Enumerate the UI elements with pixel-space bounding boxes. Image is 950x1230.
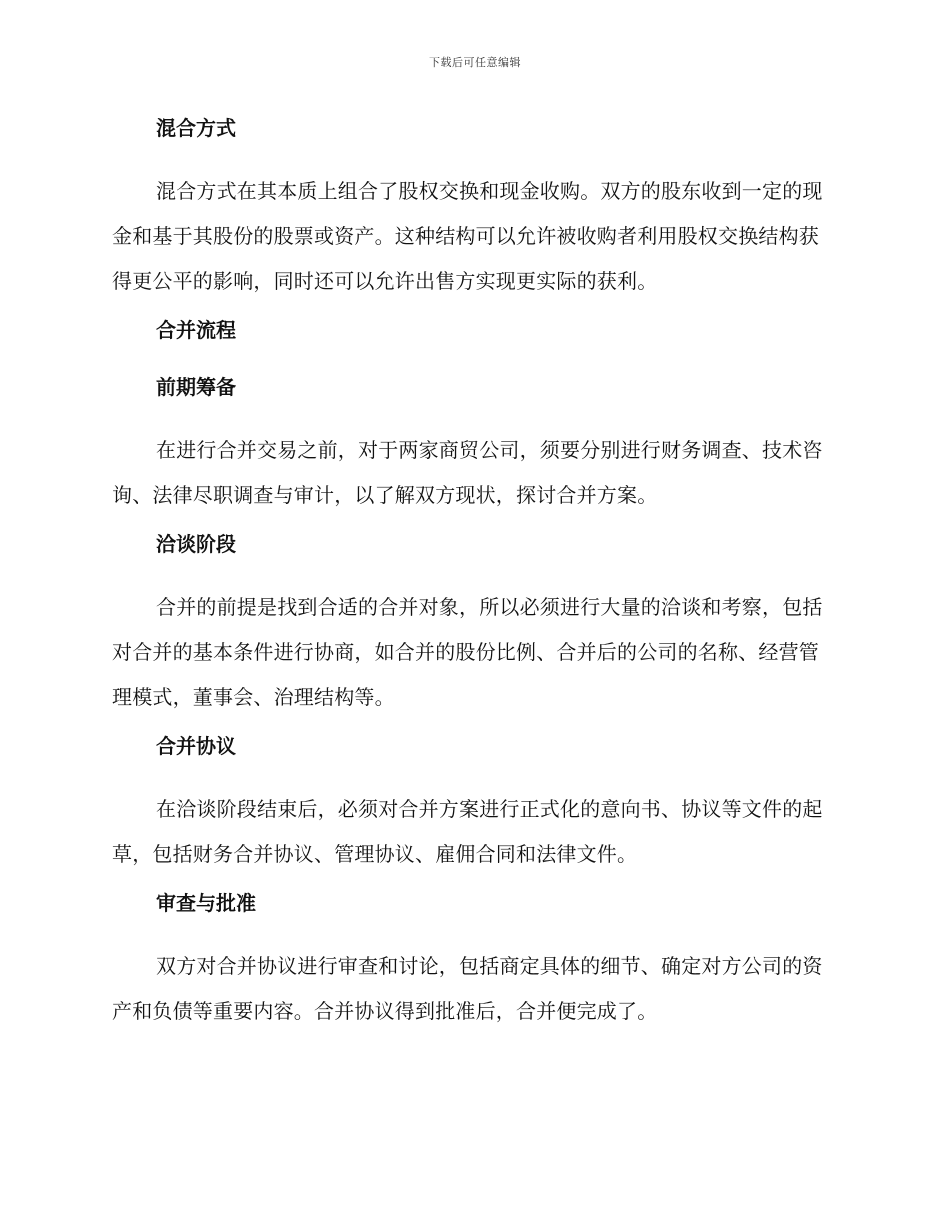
section-paragraph: 合并的前提是找到合适的合并对象，所以必须进行大量的洽谈和考察，包括对合并的基本条件进行协商，如合并的股份比例、合并后的公司的名称、经营管理模式，董事会、治理结构等。 [112, 595, 823, 709]
section-mixed-method [112, 112, 832, 304]
section-heading: 合并协议 [156, 734, 236, 758]
document-body [112, 112, 832, 1044]
section-paragraph: 在进行合并交易之前，对于两家商贸公司，须要分别进行财务调查、技术咨询、法律尽职调查与审计，以了解双方现状，探讨合并方案。 [112, 438, 823, 507]
section-heading: 混合方式 [156, 116, 236, 140]
section-merger-agreement [112, 730, 832, 877]
section-paragraph: 双方对合并协议进行审查和讨论，包括商定具体的细节、确定对方公司的资产和负债等重要内容。合并协议得到批准后，合并便完成了。 [112, 954, 823, 1023]
section-paragraph: 混合方式在其本质上组合了股权交换和现金收购。双方的股东收到一定的现金和基于其股份的股票或资产。这种结构可以允许被收购者利用股权交换结构获得更公平的影响，同时还可以允许出售方实现更实际的获利。 [112, 179, 823, 293]
section-negotiation [112, 528, 832, 720]
section-paragraph: 在洽谈阶段结束后，必须对合并方案进行正式化的意向书、协议等文件的起草，包括财务合并协议、管理协议、雇佣合同和法律文件。 [112, 797, 823, 866]
section-heading: 审查与批准 [156, 891, 256, 915]
section-heading: 洽谈阶段 [156, 532, 236, 556]
section-preparation [112, 371, 832, 518]
section-review-approval [112, 887, 832, 1034]
section-merger-process [112, 314, 832, 347]
section-heading: 合并流程 [156, 318, 236, 342]
page-header: 下载后可任意编辑 [429, 56, 521, 69]
section-heading: 前期筹备 [156, 375, 236, 399]
